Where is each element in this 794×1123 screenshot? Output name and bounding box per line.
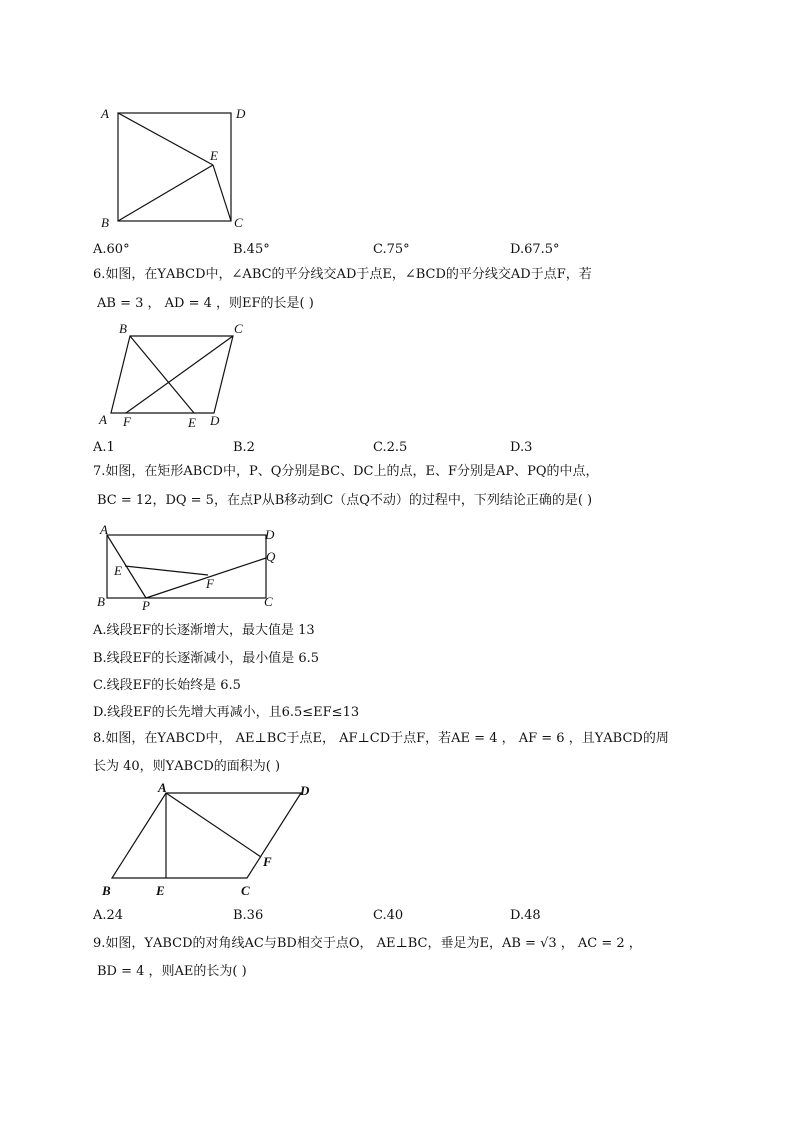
q9-stem-line2: BD = 4 ，则AE的长为( ) — [97, 964, 247, 979]
label-e: E — [156, 883, 165, 898]
label-b: B — [101, 215, 109, 230]
segment-af — [166, 793, 261, 857]
q6-option-a[interactable]: A.1 — [93, 440, 115, 455]
label-a: A — [158, 780, 167, 795]
q6-option-c[interactable]: C.2.5 — [373, 440, 408, 455]
label-a: A — [100, 522, 108, 537]
label-b: B — [119, 321, 127, 336]
q6-option-d[interactable]: D.3 — [510, 440, 533, 455]
segment-ef — [125, 566, 208, 575]
label-b: B — [97, 594, 105, 609]
label-e: E — [210, 148, 218, 163]
label-c: C — [264, 594, 273, 609]
label-f: F — [123, 414, 131, 429]
label-d: D — [210, 413, 220, 428]
q8-option-d[interactable]: D.48 — [510, 908, 541, 923]
label-d: D — [265, 527, 275, 542]
q6-stem-line1: 6.如图，在ΥABCD中，∠ABC的平分线交AD于点E，∠BCD的平分线交AD于点F，若 — [93, 267, 592, 282]
q7-stem-line1: 7.如图，在矩形ABCD中，P、Q分别是BC、DC上的点，E、F分别是AP、PQ的中点， — [93, 464, 599, 479]
label-d: D — [236, 106, 246, 121]
label-c: C — [234, 215, 243, 230]
label-f: F — [263, 854, 272, 869]
label-a: A — [99, 412, 107, 427]
q7-stem-line2: BC = 12，DQ = 5，在点P从B移动到C（点Q不动）的过程中，下列结论正确的是( ) — [97, 493, 593, 508]
label-c: C — [234, 321, 243, 336]
q5-option-a[interactable]: A.60° — [93, 242, 130, 257]
q5-figure — [96, 100, 256, 235]
label-p: P — [142, 598, 150, 612]
label-e: E — [188, 415, 196, 430]
q5-option-d[interactable]: D.67.5° — [510, 242, 560, 257]
q7-option-a[interactable]: A.线段EF的长逐渐增大，最大值是 13 — [93, 623, 315, 638]
q7-figure — [94, 520, 284, 612]
q8-option-b[interactable]: B.36 — [233, 908, 264, 923]
segment-be — [118, 165, 213, 221]
label-e: E — [114, 563, 122, 578]
q6-figure — [96, 320, 256, 432]
label-d: D — [300, 783, 310, 798]
label-c: C — [241, 883, 250, 898]
segment-ae — [118, 113, 213, 165]
label-b: B — [102, 883, 111, 898]
label-f: F — [206, 576, 214, 591]
q7-option-c[interactable]: C.线段EF的长始终是 6.5 — [93, 678, 241, 693]
q5-option-c[interactable]: C.75° — [373, 242, 410, 257]
q9-stem-line1: 9.如图，ΥABCD的对角线AC与BD相交于点O， AE⊥BC，垂足为E，AB = √3 ， AC = 2 ， — [93, 936, 642, 951]
q8-stem-line2: 长为 40，则ΥABCD的面积为( ) — [93, 759, 281, 774]
q6-option-b[interactable]: B.2 — [233, 440, 255, 455]
parallelogram-abcd — [111, 336, 233, 413]
q7-option-d[interactable]: D.线段EF的长先增大再减小，且6.5≤EF≤13 — [93, 705, 360, 720]
segment-be — [130, 336, 194, 413]
q7-option-b[interactable]: B.线段EF的长逐渐减小，最小值是 6.5 — [93, 651, 320, 666]
q6-stem-line2: AB = 3 ， AD = 4 ，则EF的长是( ) — [97, 296, 314, 311]
q8-option-c[interactable]: C.40 — [373, 908, 404, 923]
q5-option-b[interactable]: B.45° — [233, 242, 270, 257]
parallelogram-abcd — [112, 793, 301, 878]
q8-figure — [96, 780, 326, 902]
q8-stem-line1: 8.如图，在ΥABCD中， AE⊥BC于点E， AF⊥CD于点F，若AE = 4 ， AF = 6 ，且ΥABCD的周 — [93, 731, 669, 746]
label-q: Q — [266, 549, 276, 564]
label-a: A — [101, 106, 109, 121]
q8-option-a[interactable]: A.24 — [93, 908, 124, 923]
segment-ec — [213, 165, 231, 221]
